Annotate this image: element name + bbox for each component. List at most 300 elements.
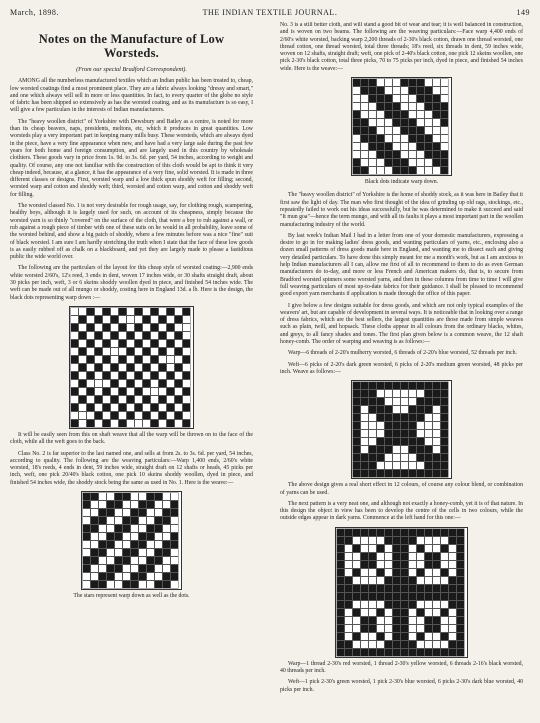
weave-cell [409, 577, 416, 584]
weave-cell [119, 340, 126, 347]
weave-cell [369, 151, 376, 158]
weave-cell [103, 380, 110, 387]
weave-cell [417, 625, 424, 632]
weave-cell [183, 412, 190, 419]
weave-cell [361, 585, 368, 592]
weave-cell [107, 509, 114, 516]
weave-cell [425, 446, 432, 453]
weave-cell [353, 553, 360, 560]
weave-cell [409, 87, 416, 94]
weave-cell [139, 501, 146, 508]
weave-cell [131, 565, 138, 572]
weave-cell [91, 557, 98, 564]
weave-cell [385, 609, 392, 616]
issue-date: March, 1898. [10, 8, 59, 17]
weave-cell [457, 649, 464, 656]
weave-cell [163, 509, 170, 516]
weave-cell [115, 517, 122, 524]
weave-cell [337, 545, 344, 552]
paragraph: The above design gives a real short effect in 12 colours, of course any colour blend, or combination of yarns can be used. [280, 482, 523, 496]
article-title: Notes on the Manufacture of Low Worsteds. [38, 32, 225, 60]
weave-cell [135, 308, 142, 315]
weave-cell [433, 545, 440, 552]
weave-cell [457, 537, 464, 544]
weave-cell [111, 356, 118, 363]
weave-cell [393, 537, 400, 544]
weave-cell [183, 380, 190, 387]
weave-cell [353, 529, 360, 536]
weave-cell [385, 398, 392, 405]
weave-cell [417, 609, 424, 616]
weave-cell [131, 533, 138, 540]
weave-cell [83, 573, 90, 580]
weave-cell [393, 135, 400, 142]
weave-cell [385, 462, 392, 469]
weave-cell [151, 412, 158, 419]
weave-cell [369, 167, 376, 174]
weave-cell [143, 348, 150, 355]
weave-cell [409, 167, 416, 174]
weave-cell [103, 412, 110, 419]
weave-cell [71, 412, 78, 419]
weave-cell [393, 95, 400, 102]
weave-cell [159, 316, 166, 323]
weave-cell [353, 87, 360, 94]
weave-cell [119, 348, 126, 355]
weave-cell [143, 316, 150, 323]
weave-cell [175, 372, 182, 379]
weave-cell [131, 541, 138, 548]
weave-diagram-class-two [81, 491, 182, 590]
weave-cell [159, 420, 166, 427]
weave-cell [409, 127, 416, 134]
weave-cell [175, 308, 182, 315]
weave-cell [71, 404, 78, 411]
weave-cell [345, 625, 352, 632]
weave-cell [409, 143, 416, 150]
weave-cell [103, 324, 110, 331]
weave-cell [127, 404, 134, 411]
weave-cell [353, 111, 360, 118]
weave-cell [353, 103, 360, 110]
weave-cell [163, 533, 170, 540]
weave-cell [171, 573, 178, 580]
weave-cell [163, 581, 170, 588]
weave-cell [369, 135, 376, 142]
weave-cell [91, 525, 98, 532]
weave-cell [393, 438, 400, 445]
weave-cell [95, 420, 102, 427]
weave-cell [449, 545, 456, 552]
weave-cell [369, 553, 376, 560]
weave-cell [87, 396, 94, 403]
weave-cell [441, 609, 448, 616]
weave-cell [103, 340, 110, 347]
weave-cell [377, 390, 384, 397]
weave-cell [417, 649, 424, 656]
weave-cell [401, 430, 408, 437]
weave-cell [163, 501, 170, 508]
weave-cell [433, 585, 440, 592]
paragraph: The "heavy woollen district" of Yorkshire is the home of shoddy stock, as it was here in Batley that it first saw the light of day. The man who first thought of the idea of grinding up old rags, stockings, etc., repeatedly failed to work out his ideas successfully, but he was determined to make it succeed and said "It mun goa"—hence the term mungo, and with all its faults it plays a most important part in the woollen manufacturing industry of the world. [280, 192, 523, 228]
weave-cell [353, 649, 360, 656]
weave-cell [95, 364, 102, 371]
weave-cell [163, 565, 170, 572]
weave-cell [401, 119, 408, 126]
weave-cell [393, 79, 400, 86]
weave-cell [337, 577, 344, 584]
weave-cell [409, 529, 416, 536]
weave-cell [167, 396, 174, 403]
weave-cell [409, 561, 416, 568]
weave-cell [353, 617, 360, 624]
weave-cell [119, 356, 126, 363]
weave-cell [151, 388, 158, 395]
paragraph: Class No. 2 is far superior to the last named one, and sells at from 2s. to 3s. 6d. per yard, 54 inches, according to quality. The following are the weaving particulars:—Warp 1,400 ends, 2/60's white worsted, 18's reeds, 4 ends in dent, 59 inches wide, straight draft on 12 shafts or heads, 45 picks per inch, weft, one pick 20/40's black cotton, one pick 10 skeins shoddy woollen, dyed in piece, and finished 54 inches wide, the shoddy stock being the same as used in No. 1. Here is the weave:— [10, 450, 253, 486]
weave-cell [449, 569, 456, 576]
weave-cell [159, 308, 166, 315]
weave-cell [155, 525, 162, 532]
weave-cell [417, 537, 424, 544]
weave-cell [123, 509, 130, 516]
weave-cell [123, 541, 130, 548]
weave-cell [337, 585, 344, 592]
weave-cell [385, 446, 392, 453]
weave-cell [71, 316, 78, 323]
weave-cell [151, 364, 158, 371]
weave-cell [345, 585, 352, 592]
weave-cell [409, 151, 416, 158]
weave-cell [385, 111, 392, 118]
weave-cell [151, 396, 158, 403]
weave-cell [147, 541, 154, 548]
weave-cell [183, 420, 190, 427]
weave-cell [353, 470, 360, 477]
weave-cell [95, 316, 102, 323]
weave-cell [95, 324, 102, 331]
weave-cell [417, 151, 424, 158]
weave-cell [369, 470, 376, 477]
weave-cell [79, 388, 86, 395]
weave-cell [417, 641, 424, 648]
weave-cell [433, 462, 440, 469]
weave-cell [361, 406, 368, 413]
weave-cell [115, 533, 122, 540]
weave-cell [401, 95, 408, 102]
weave-cell [409, 545, 416, 552]
weave-cell [361, 593, 368, 600]
weave-cell [107, 557, 114, 564]
weave-cell [457, 561, 464, 568]
weave-cell [441, 577, 448, 584]
weave-cell [425, 390, 432, 397]
weave-cell [147, 557, 154, 564]
weave-cell [361, 159, 368, 166]
weave-cell [417, 553, 424, 560]
weave-cell [377, 633, 384, 640]
weave-cell [83, 533, 90, 540]
weave-cell [151, 404, 158, 411]
weave-cell [425, 585, 432, 592]
weave-cell [385, 537, 392, 544]
weave-cell [385, 127, 392, 134]
weave-cell [433, 119, 440, 126]
weave-cell [175, 316, 182, 323]
weave-cell [401, 143, 408, 150]
weave-cell [131, 509, 138, 516]
weave-cell [159, 412, 166, 419]
weave-cell [393, 553, 400, 560]
weave-cell [127, 324, 134, 331]
weave-cell [393, 382, 400, 389]
weave-cell [119, 412, 126, 419]
weave-cell [183, 308, 190, 315]
weave-cell [123, 501, 130, 508]
weave-cell [425, 382, 432, 389]
weave-cell [385, 79, 392, 86]
weave-cell [433, 470, 440, 477]
weave-cell [337, 609, 344, 616]
weave-cell [103, 372, 110, 379]
weave-cell [369, 641, 376, 648]
weave-cell [99, 493, 106, 500]
weave-cell [369, 537, 376, 544]
weave-cell [91, 549, 98, 556]
weave-cell [163, 525, 170, 532]
weave-cell [151, 420, 158, 427]
weave-cell [433, 87, 440, 94]
weave-cell [99, 525, 106, 532]
weave-cell [433, 151, 440, 158]
weave-cell [401, 127, 408, 134]
weave-cell [353, 641, 360, 648]
weave-cell [377, 577, 384, 584]
weave-cell [139, 525, 146, 532]
weave-cell [385, 135, 392, 142]
weave-cell [127, 316, 134, 323]
weave-cell [433, 641, 440, 648]
weave-cell [99, 541, 106, 548]
weave-cell [151, 380, 158, 387]
weave-cell [361, 649, 368, 656]
weave-cell [401, 446, 408, 453]
weave-cell [425, 422, 432, 429]
weave-cell [143, 404, 150, 411]
weave-cell [425, 454, 432, 461]
weave-cell [95, 308, 102, 315]
weave-cell [345, 529, 352, 536]
weave-cell [369, 159, 376, 166]
weave-cell [457, 585, 464, 592]
weave-cell [409, 422, 416, 429]
weave-cell [393, 406, 400, 413]
weave-cell [151, 324, 158, 331]
weave-cell [155, 549, 162, 556]
weave-cell [87, 356, 94, 363]
weave-cell [337, 601, 344, 608]
weave-cell [167, 348, 174, 355]
weave-cell [123, 581, 130, 588]
weave-cell [155, 581, 162, 588]
weave-cell [361, 609, 368, 616]
weave-cell [393, 143, 400, 150]
weave-cell [123, 493, 130, 500]
weave-cell [457, 577, 464, 584]
weave-cell [457, 601, 464, 608]
weave-cell [353, 633, 360, 640]
weave-cell [127, 396, 134, 403]
weave-cell [401, 545, 408, 552]
weave-cell [361, 470, 368, 477]
weave-cell [417, 79, 424, 86]
weave-cell [385, 414, 392, 421]
weave-cell [377, 95, 384, 102]
weave-cell [91, 541, 98, 548]
weave-cell [79, 308, 86, 315]
weave-cell [377, 167, 384, 174]
weave-cell [79, 364, 86, 371]
weave-cell [425, 398, 432, 405]
weave-cell [119, 388, 126, 395]
weave-cell [139, 509, 146, 516]
weave-cell [123, 533, 130, 540]
paragraph: The "heavy woollen district" of Yorkshire with Dewsbury and Batley as a centre, is noted for more than its cheap beavers, naps, presidents, meltons, etc, which it produces in great quantities. Low worsteds play a very important part in keeping many mills busy. These worsteds, which are always dyed in the piece, have a very fine appearance when new, and have had a very large sale during the past few years for both home and foreign consumption, and are largely used in this country by wholesale clothiers. These goods vary in price from 1s. 9d. to 3s. 6d. per yard, 54 inches, according to weight and quality. Of course, any one not familiar with the construction of this cloth would be apt to think it very cheap indeed, because, at a glance, it has the appearance of a very fine, solid worsted. It is made in three different classes or designs. First, worsted warp and a low thick spun shoddy weft for filling; second, worsted warp and cotton and shoddy weft; third, worsted and cotton warp, and cotton and shoddy weft for filling. [10, 118, 253, 198]
weave-cell [433, 577, 440, 584]
weave-cell [449, 529, 456, 536]
weave-cell [417, 127, 424, 134]
weave-cell [401, 649, 408, 656]
weave-cell [123, 557, 130, 564]
weave-cell [103, 364, 110, 371]
weave-cell [385, 561, 392, 568]
weave-cell [369, 529, 376, 536]
weave-cell [111, 396, 118, 403]
weave-cell [183, 324, 190, 331]
weave-cell [71, 364, 78, 371]
weave-cell [99, 517, 106, 524]
weave-cell [361, 127, 368, 134]
weave-cell [433, 553, 440, 560]
weave-cell [401, 167, 408, 174]
weave-cell [107, 533, 114, 540]
weave-cell [393, 159, 400, 166]
weave-cell [83, 581, 90, 588]
weave-cell [449, 609, 456, 616]
weave-cell [425, 529, 432, 536]
weave-cell [87, 340, 94, 347]
weave-cell [119, 380, 126, 387]
weave-cell [401, 159, 408, 166]
weave-cell [369, 438, 376, 445]
weave-cell [377, 111, 384, 118]
weave-cell [433, 430, 440, 437]
weave-cell [433, 593, 440, 600]
weave-cell [151, 332, 158, 339]
weave-cell [417, 390, 424, 397]
weave-cell [337, 561, 344, 568]
weave-cell [377, 135, 384, 142]
weave-cell [183, 396, 190, 403]
weave-cell [111, 380, 118, 387]
weave-cell [433, 159, 440, 166]
weave-cell [441, 649, 448, 656]
weave-cell [369, 545, 376, 552]
weave-cell [433, 569, 440, 576]
weave-cell [401, 569, 408, 576]
weave-cell [369, 617, 376, 624]
weave-cell [361, 553, 368, 560]
weave-cell [449, 601, 456, 608]
weave-cell [111, 372, 118, 379]
weave-cell [401, 79, 408, 86]
weave-cell [409, 569, 416, 576]
weave-cell [79, 324, 86, 331]
weave-cell [353, 95, 360, 102]
weave-cell [147, 525, 154, 532]
weave-cell [409, 430, 416, 437]
weave-cell [425, 641, 432, 648]
weave-cell [377, 545, 384, 552]
weave-cell [441, 151, 448, 158]
weave-cell [401, 398, 408, 405]
weave-cell [71, 340, 78, 347]
weave-cell [361, 414, 368, 421]
weave-cell [115, 509, 122, 516]
weave-cell [131, 557, 138, 564]
weave-cell [433, 422, 440, 429]
weave-cell [393, 577, 400, 584]
weave-cell [377, 462, 384, 469]
weave-cell [361, 577, 368, 584]
page-header [10, 6, 530, 20]
weave-cell [139, 573, 146, 580]
weave-cell [377, 553, 384, 560]
weave-cell [337, 537, 344, 544]
weave-cell [163, 573, 170, 580]
weave-cell [175, 340, 182, 347]
weave-cell [115, 565, 122, 572]
weave-cell [183, 404, 190, 411]
weave-cell [441, 430, 448, 437]
weave-cell [175, 388, 182, 395]
weave-cell [111, 412, 118, 419]
weave-cell [393, 414, 400, 421]
weave-cell [425, 95, 432, 102]
weave-cell [377, 430, 384, 437]
weave-cell [401, 454, 408, 461]
weave-cell [91, 581, 98, 588]
weave-cell [393, 390, 400, 397]
weave-cell [417, 159, 424, 166]
weave-cell [107, 493, 114, 500]
weave-cell [425, 159, 432, 166]
weave-cell [99, 573, 106, 580]
weave-cell [385, 593, 392, 600]
weave-cell [401, 577, 408, 584]
weave-cell [111, 340, 118, 347]
weave-cell [143, 372, 150, 379]
weave-cell [353, 585, 360, 592]
weave-cell [159, 380, 166, 387]
weave-cell [87, 308, 94, 315]
weave-cell [139, 517, 146, 524]
weave-cell [95, 412, 102, 419]
weave-cell [151, 356, 158, 363]
weave-diagram-class-three [351, 77, 452, 176]
weave-cell [377, 609, 384, 616]
weave-cell [353, 454, 360, 461]
weave-cell [393, 167, 400, 174]
